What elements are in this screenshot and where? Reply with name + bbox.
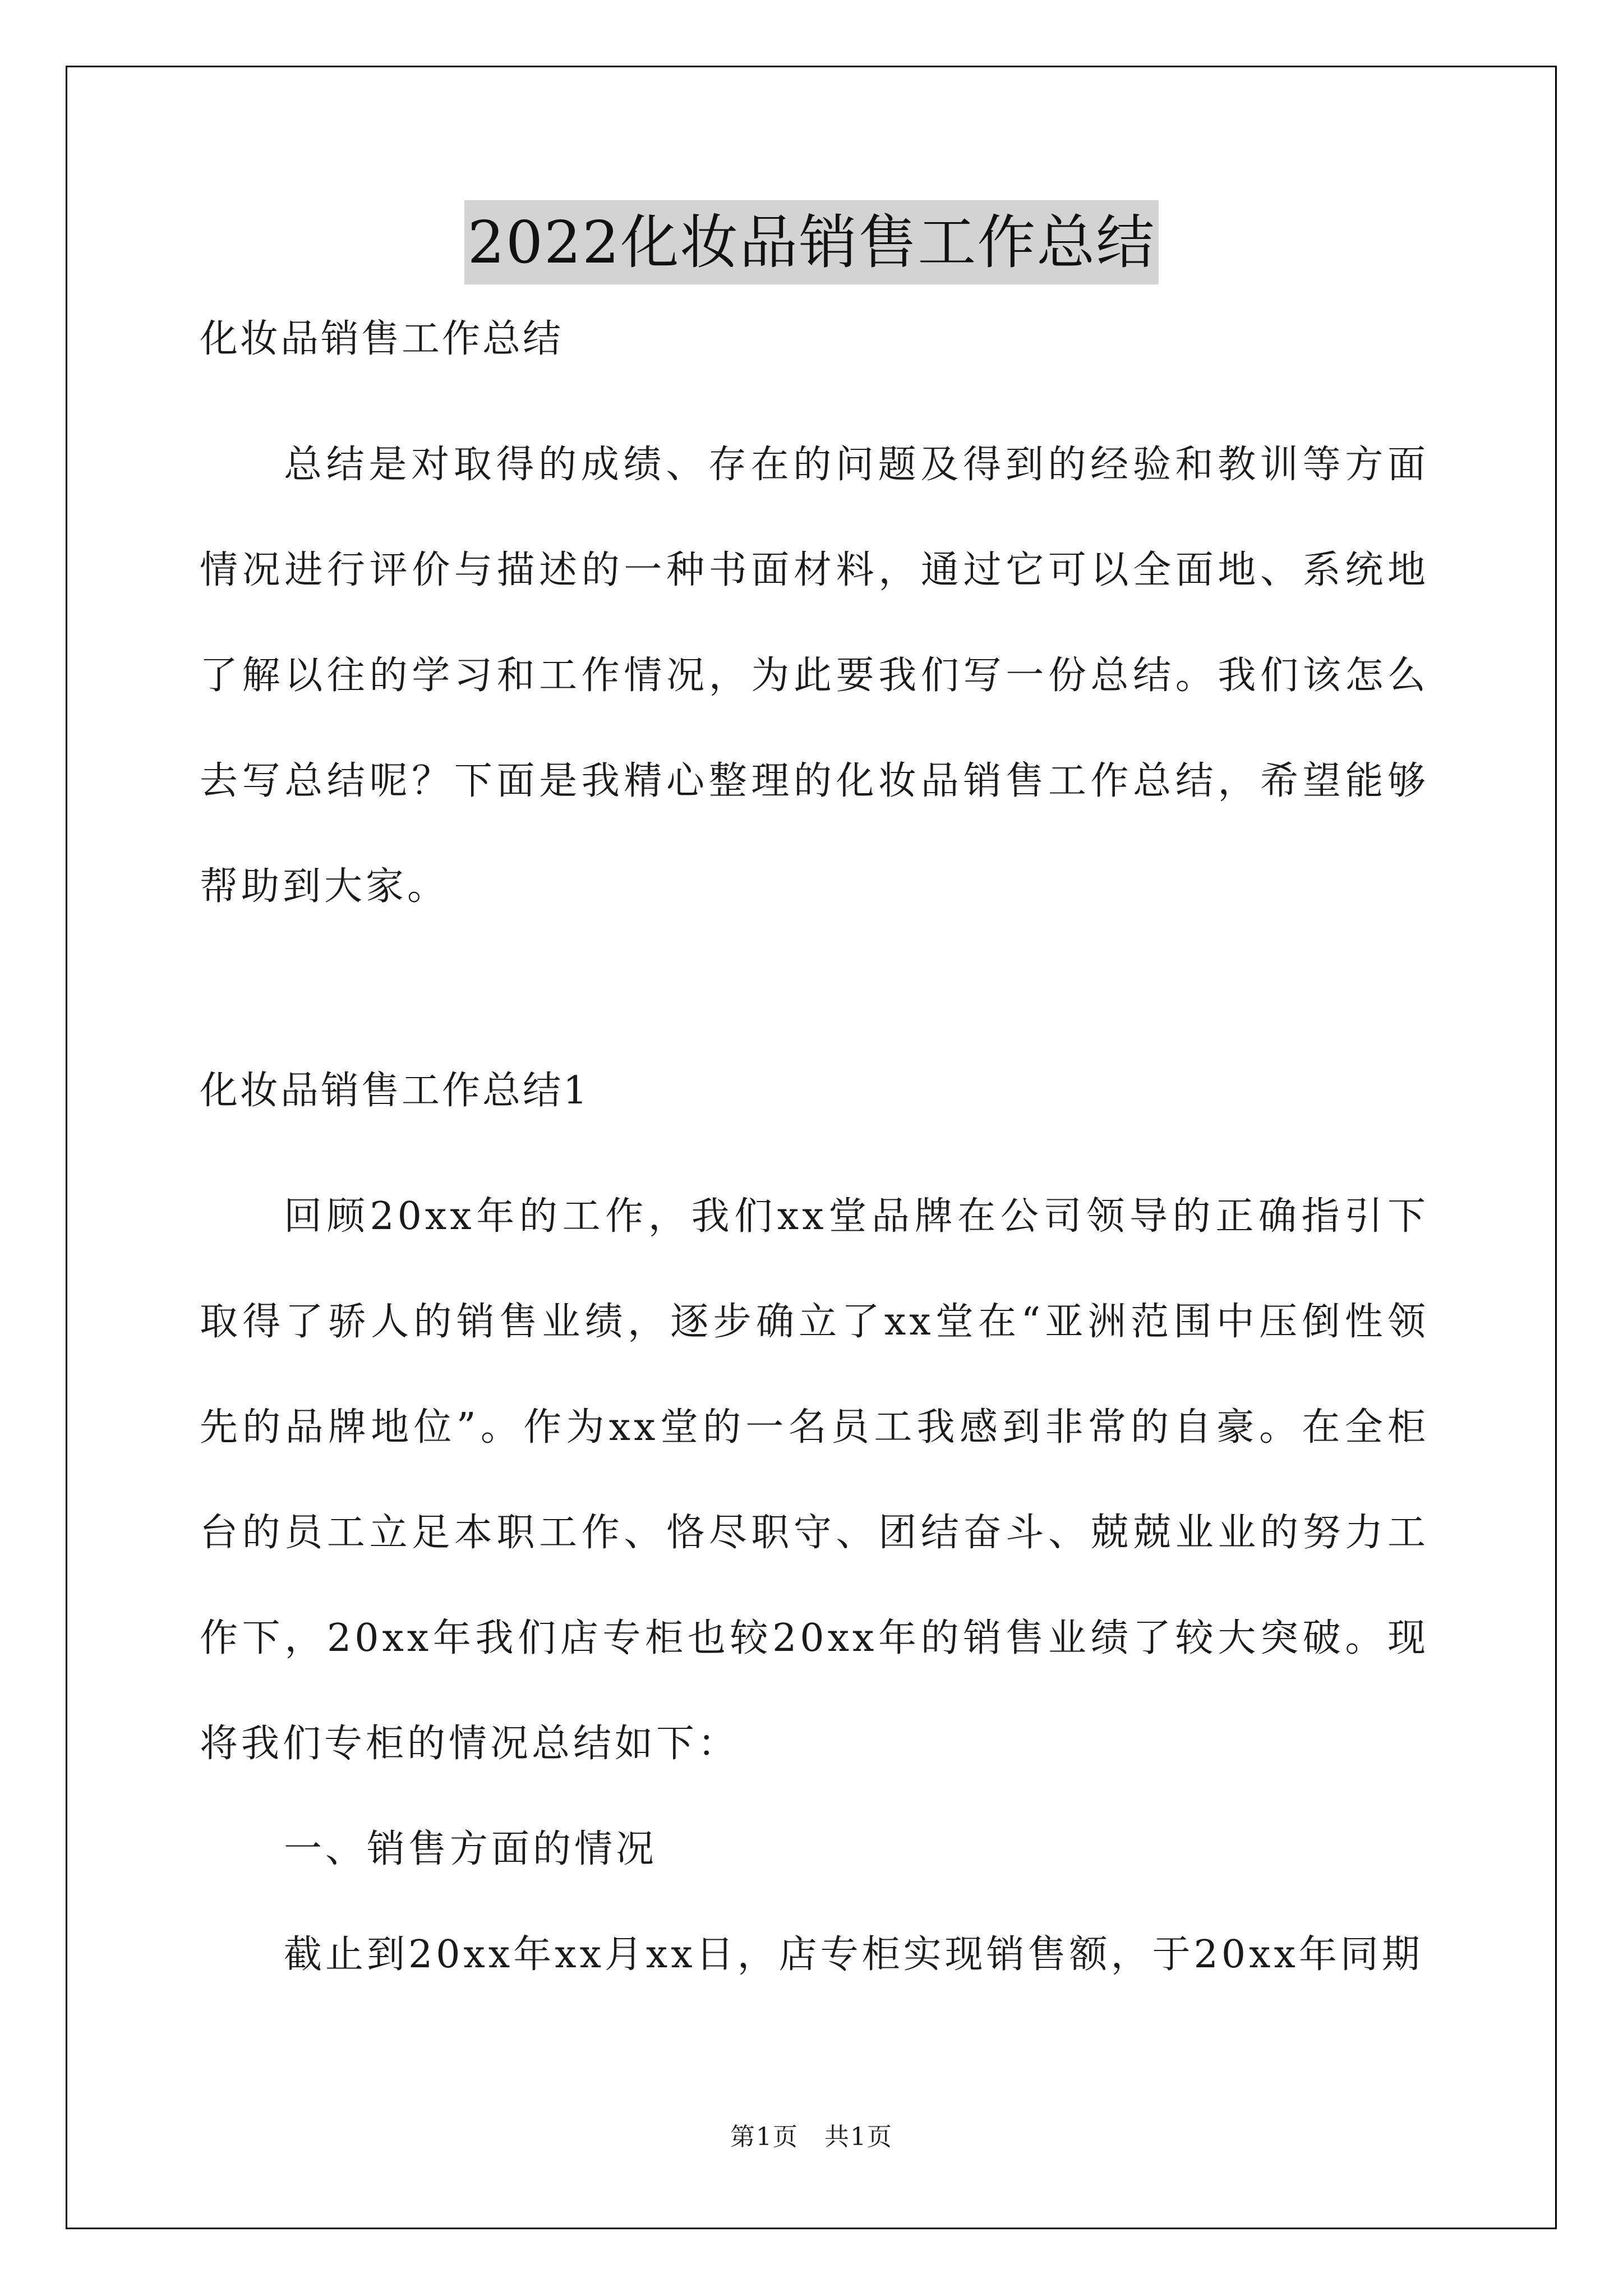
document-body: [200, 311, 1429, 2008]
title-container: [0, 200, 1623, 284]
sales-paragraph: 截止到20xx年xx月xx日，店专柜实现销售额，于20xx年同期: [284, 1932, 1423, 1977]
intro-paragraph: 总结是对取得的成绩、存在的问题及得到的经验和教训等方面情况进行评价与描述的一种书面材料，通过它可以全面地、系统地了解以往的学习和工作情况，为此要我们写一份总结。我们该怎么去写总结呢？下面是我精心整理的化妆品销售工作总结，希望能够帮助到大家。: [200, 443, 1429, 909]
document-title: 2022化妆品销售工作总结: [464, 200, 1159, 284]
section1-paragraph: 回顾20xx年的工作，我们xx堂品牌在公司领导的正确指引下取得了骄人的销售业绩，逐步确立了xx堂在“亚洲范围中压倒性领先的品牌地位”。作为xx堂的一名员工我感到非常的自豪。在全柜台的员工立足本职工作、恪尽职守、团结奋斗、兢兢业业的努力工作下，20xx年我们店专柜也较20xx年的销售业绩了较大突破。现将我们专柜的情况总结如下：: [200, 1194, 1429, 1766]
subheading-sales: 一、销售方面的情况: [284, 1827, 658, 1871]
document-subtitle: 化妆品销售工作总结: [200, 317, 564, 361]
page-footer: 第1页 共1页: [730, 2123, 893, 2151]
section1-heading: 化妆品销售工作总结1: [200, 1069, 590, 1113]
